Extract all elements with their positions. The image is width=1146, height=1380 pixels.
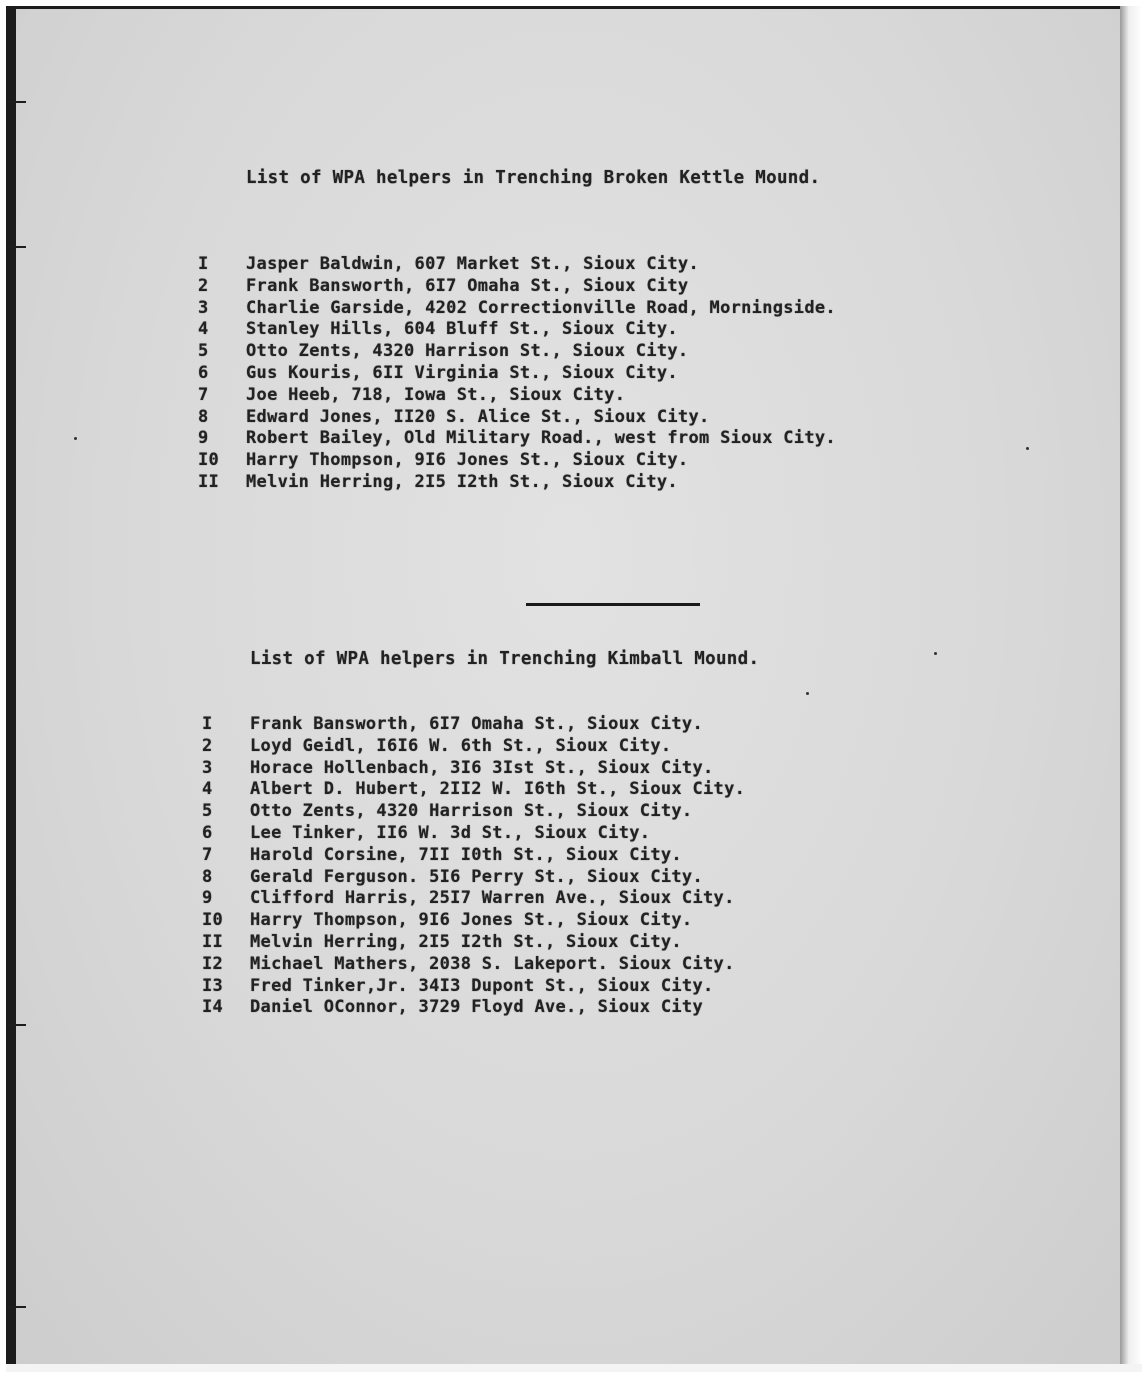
entry-number: 6 [202,822,213,843]
entry-text: Horace Hollenbach, 3I6 3Ist St., Sioux City. [250,757,714,778]
entry-text: Frank Bansworth, 6I7 Omaha St., Sioux City [246,275,689,296]
list-item [202,779,745,801]
entry-number: 8 [198,406,209,427]
list-item [198,276,836,298]
entry-number: 8 [202,866,213,887]
entry-text: Lee Tinker, II6 W. 3d St., Sioux City. [250,822,651,843]
list-item [202,932,745,954]
helpers-list-broken-kettle [198,254,836,494]
entry-number: II [198,471,220,492]
margin-tick [10,101,26,103]
list-item [202,976,745,998]
entry-number: 9 [202,888,213,909]
entry-text: Melvin Herring, 2I5 I2th St., Sioux City. [250,931,682,952]
entry-text: Otto Zents, 4320 Harrison St., Sioux City. [246,341,689,362]
entry-number: I3 [202,975,224,996]
entry-number: I [202,714,213,734]
list-item [202,997,745,1019]
heading-kimball-mound: List of WPA helpers in Trenching Kimball Mound. [250,649,760,669]
entry-text: Jasper Baldwin, 607 Market St., Sioux City. [246,254,699,274]
entry-text: Stanley Hills, 604 Bluff St., Sioux City. [246,319,678,340]
helpers-list-kimball [202,714,745,1019]
list-item [202,910,745,932]
entry-text: Otto Zents, 4320 Harrison St., Sioux City. [250,801,693,822]
ink-speck [934,652,937,655]
list-item [202,845,745,867]
margin-tick [10,1306,26,1308]
entry-number: 5 [198,341,209,362]
entry-text: Loyd Geidl, I6I6 W. 6th St., Sioux City. [250,735,672,756]
heading-broken-kettle-mound: List of WPA helpers in Trenching Broken Kettle Mound. [246,168,821,188]
list-item [202,801,745,823]
entry-number: I [198,254,209,274]
entry-number: 2 [202,735,213,756]
list-item [202,758,745,780]
scanned-page-frame [6,6,1142,1372]
list-item [198,341,836,363]
entry-text: Melvin Herring, 2I5 I2th St., Sioux City. [246,471,678,492]
page-bottom-edge [6,1364,1142,1372]
entry-text: Edward Jones, II20 S. Alice St., Sioux City. [246,406,710,427]
entry-number: 9 [198,428,209,449]
entry-text: Gerald Ferguson. 5I6 Perry St., Sioux City. [250,866,703,887]
entry-number: I0 [198,450,220,471]
margin-tick [10,246,26,248]
list-item [202,888,745,910]
entry-text: Gus Kouris, 6II Virginia St., Sioux City. [246,362,678,383]
section-divider [526,603,700,606]
entry-number: 7 [198,384,209,405]
list-item [202,823,745,845]
entry-text: Harry Thompson, 9I6 Jones St., Sioux City. [250,910,693,931]
list-item [202,714,745,736]
list-item [198,428,836,450]
entry-text: Daniel OConnor, 3729 Floyd Ave., Sioux City [250,997,703,1018]
entry-text: Fred Tinker,Jr. 34I3 Dupont St., Sioux City. [250,975,714,996]
list-item [198,363,836,385]
entry-text: Albert D. Hubert, 2II2 W. I6th St., Sioux City. [250,779,746,800]
list-item [202,954,745,976]
list-item [198,319,836,341]
entry-number: 3 [202,757,213,778]
list-item [198,254,836,276]
entry-text: Michael Mathers, 2038 S. Lakeport. Sioux City. [250,953,735,974]
list-item [202,736,745,758]
entry-number: II [202,931,224,952]
entry-text: Charlie Garside, 4202 Correctionville Road, Morningside. [246,297,836,318]
list-item [202,867,745,889]
entry-text: Robert Bailey, Old Military Road., west from Sioux City. [246,428,836,449]
entry-number: I2 [202,953,224,974]
list-item [198,407,836,429]
margin-tick [10,1024,26,1026]
entry-number: I4 [202,997,224,1018]
paper-sheet [16,9,1120,1369]
entry-text: Frank Bansworth, 6I7 Omaha St., Sioux City. [250,714,703,734]
entry-number: 4 [198,319,209,340]
ink-speck [1026,447,1029,450]
list-item [198,385,836,407]
ink-speck [74,437,77,440]
entry-number: 5 [202,801,213,822]
entry-number: 4 [202,779,213,800]
list-item [198,450,836,472]
ink-speck [806,692,809,695]
entry-text: Harold Corsine, 7II I0th St., Sioux City. [250,844,682,865]
entry-number: 2 [198,275,209,296]
page-right-edge [1120,6,1142,1372]
entry-text: Joe Heeb, 718, Iowa St., Sioux City. [246,384,626,405]
entry-text: Clifford Harris, 25I7 Warren Ave., Sioux City. [250,888,735,909]
entry-number: 6 [198,362,209,383]
entry-text: Harry Thompson, 9I6 Jones St., Sioux City. [246,450,689,471]
entry-number: 7 [202,844,213,865]
list-item [198,298,836,320]
list-item [198,472,836,494]
entry-number: I0 [202,910,224,931]
entry-number: 3 [198,297,209,318]
